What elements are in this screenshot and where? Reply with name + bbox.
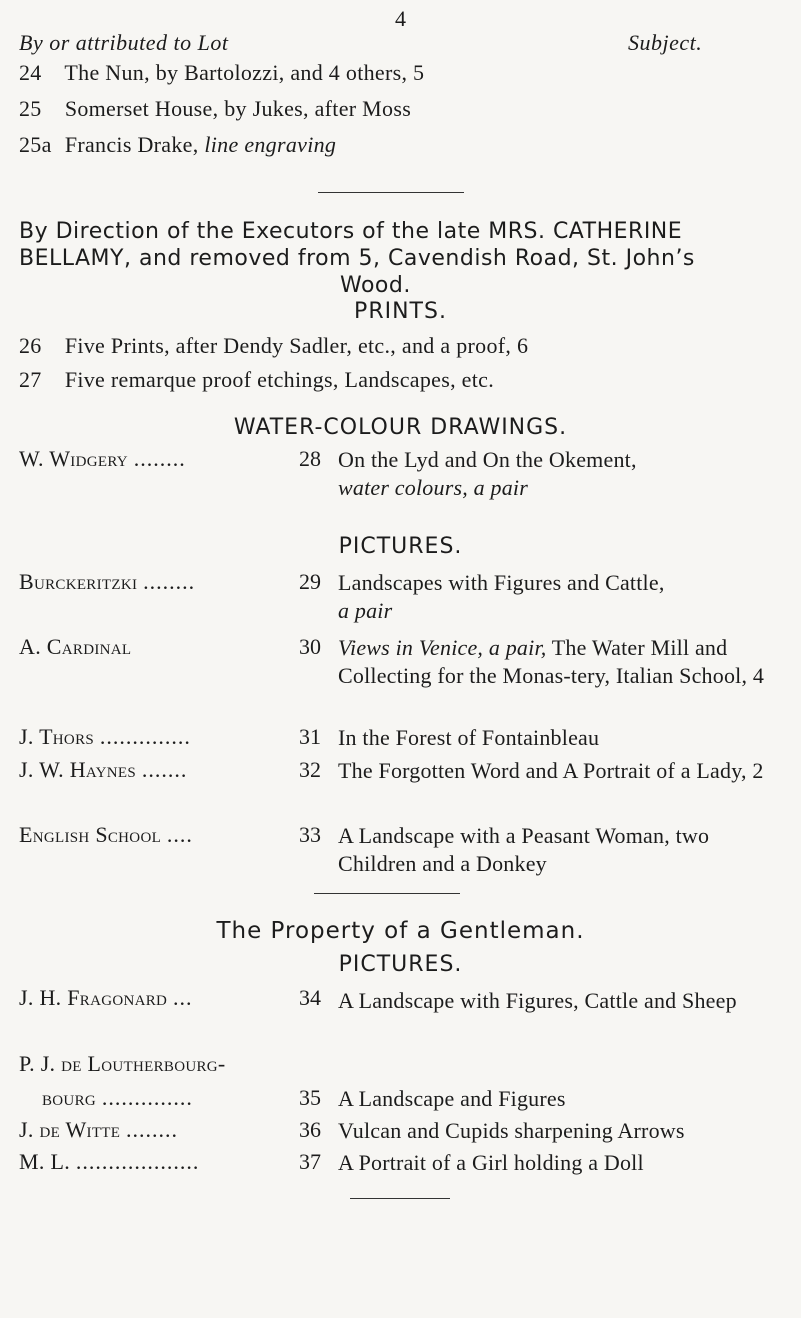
lot-title: Vulcan and Cupids sharpening Arrows (338, 1118, 685, 1143)
page-number: 4 (395, 6, 406, 31)
lot-title: A Landscape with Figures, Cattle and Sheep (338, 988, 737, 1013)
subheading-pictures: PICTURES. (338, 534, 463, 559)
lot-title: In the Forest of Fontainbleau (338, 725, 600, 750)
divider (314, 893, 460, 894)
section-heading-line: BELLAMY, and removed from 5, Cavendish Road, St. John’s (19, 246, 695, 271)
lot-entry (19, 60, 424, 86)
lot-number: 24 (19, 60, 42, 85)
artist-name-line1: P. J. de Loutherbourg- (19, 1051, 226, 1076)
lot-description: Somerset House, by Jukes, after Moss (64, 96, 412, 121)
artist-name: J. W. Haynes ....... (19, 757, 188, 782)
lot-description: The Nun, by Bartolozzi, and 4 others, 5 (64, 60, 425, 85)
lot-number: 35 (299, 1085, 321, 1110)
lot-number: 34 (299, 985, 321, 1010)
lot-title: Landscapes with Figures and Cattle, a pair (338, 570, 665, 623)
lot-number: 26 (19, 333, 42, 358)
artist-name: A. Cardinal (19, 634, 132, 659)
section-heading: The Property of a Gentleman. (216, 918, 585, 944)
lot-entry (19, 96, 411, 122)
lot-entry (19, 333, 528, 359)
lot-number: 25 (19, 96, 42, 121)
artist-name: Burckeritzki ........ (19, 569, 196, 594)
artist-name: J. H. Fragonard ... (19, 985, 193, 1010)
lot-number: 28 (299, 446, 321, 471)
artist-name: J. Thors .............. (19, 724, 191, 749)
artist-name: M. L. ................... (19, 1149, 200, 1174)
lot-number: 37 (299, 1149, 321, 1174)
lot-entry (19, 132, 336, 158)
artist-name: J. de Witte ........ (19, 1117, 179, 1142)
lot-number: 30 (299, 634, 321, 659)
divider (318, 192, 464, 193)
artist-name: English School .... (19, 822, 193, 847)
lot-number: 32 (299, 757, 321, 782)
lot-number: 33 (299, 822, 321, 847)
lot-title: The Forgotten Word and A Portrait of a Lady, 2 (338, 758, 764, 783)
lot-description: Five Prints, after Dendy Sadler, etc., and a proof, 6 (64, 333, 529, 358)
lot-title: On the Lyd and On the Okement, water colours, a pair (338, 447, 637, 500)
lot-number: 27 (19, 367, 42, 392)
subheading-prints: PRINTS. (354, 299, 447, 324)
lot-title: Views in Venice, a pair, The Water Mill and Collecting for the Monas-tery, Italian School, 4 (338, 635, 765, 688)
header-right: Subject. (628, 30, 703, 55)
lot-title: A Landscape and Figures (338, 1086, 566, 1111)
section-heading-line: By Direction of the Executors of the late MRS. CATHERINE (19, 219, 683, 244)
artist-name-line2: bourg .............. (42, 1085, 193, 1110)
lot-title: A Landscape with a Peasant Woman, two Children and a Donkey (338, 823, 710, 876)
section-heading-line: Wood. (340, 273, 411, 298)
lot-number: 25a (19, 132, 52, 157)
lot-number: 31 (299, 724, 321, 749)
lot-entry (19, 367, 494, 393)
lot-description: Five remarque proof etchings, Landscapes, etc. (64, 367, 495, 392)
subheading-watercolour: WATER-COLOUR DRAWINGS. (233, 415, 568, 440)
lot-number: 36 (299, 1117, 321, 1142)
divider (350, 1198, 450, 1199)
lot-title: A Portrait of a Girl holding a Doll (338, 1150, 644, 1175)
artist-name: W. Widgery ........ (19, 446, 186, 471)
lot-description: Francis Drake, (64, 132, 205, 157)
subheading-pictures: PICTURES. (338, 952, 463, 977)
lot-number: 29 (299, 569, 321, 594)
header-left: By or attributed to Lot (19, 30, 229, 55)
lot-description-italic: line engraving (204, 132, 337, 157)
